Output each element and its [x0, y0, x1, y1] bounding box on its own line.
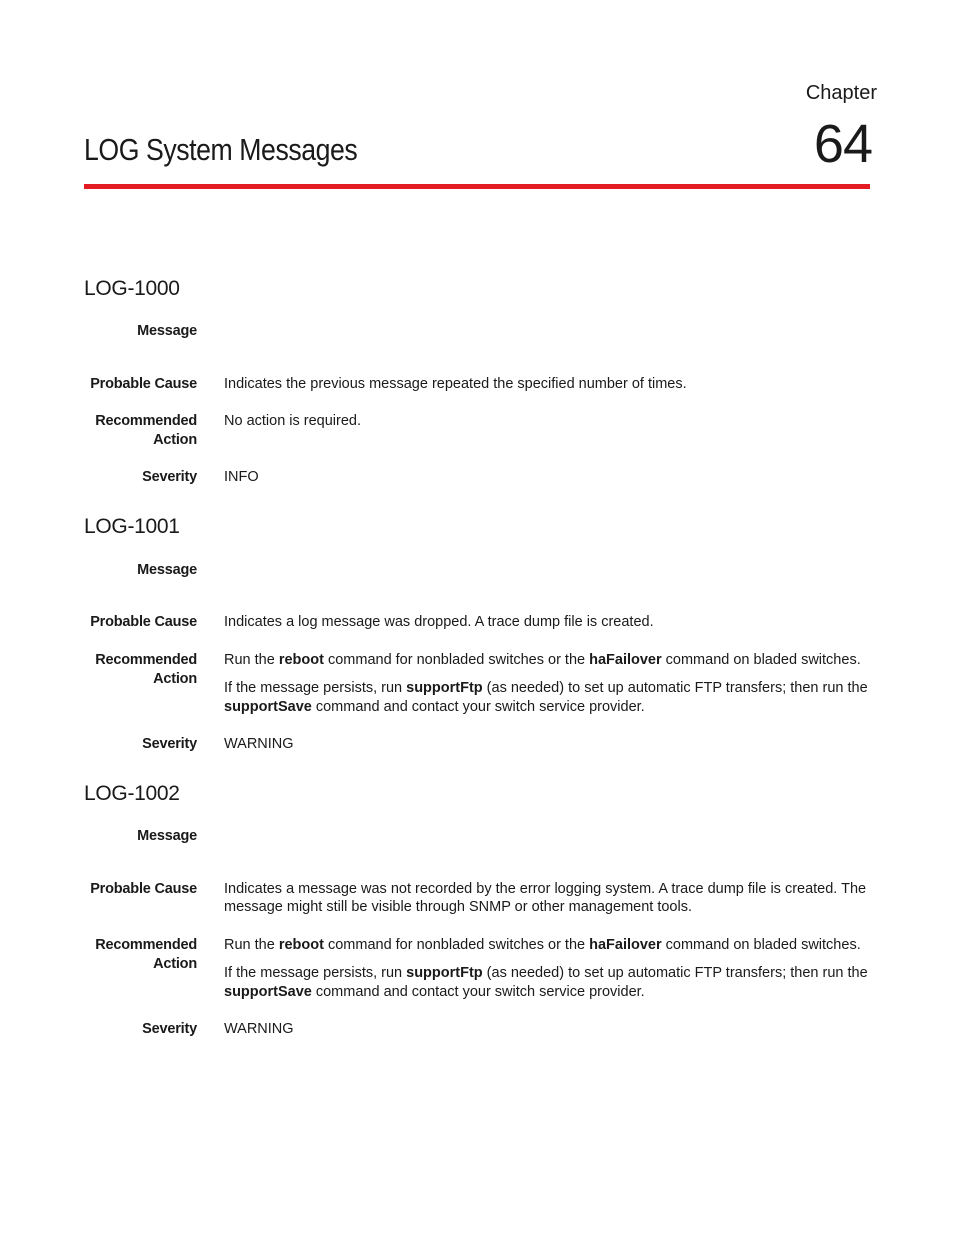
probable-cause-label: Probable Cause	[90, 614, 197, 630]
recommended-action-label	[60, 936, 197, 974]
command-hafailover: haFailover	[589, 652, 662, 668]
severity-value: WARNING	[224, 1021, 294, 1037]
command-supportsave: supportSave	[224, 984, 312, 1000]
recommended-label-line2: Action	[153, 432, 197, 448]
chapter-label: Chapter	[805, 82, 877, 104]
recommended-action-label	[60, 412, 197, 450]
recommended-label-line1: Recommended	[95, 413, 197, 429]
text-run: If the message persists, run	[224, 965, 407, 981]
recommended-label-line1: Recommended	[95, 652, 197, 668]
recommended-label-line2: Action	[153, 956, 197, 972]
text-run: command and contact your switch service provider.	[311, 984, 645, 1000]
text-run: Run the	[224, 652, 279, 668]
message-label: Message	[137, 562, 197, 578]
severity-value: WARNING	[224, 736, 294, 752]
text-run: (as needed) to set up automatic FTP transfers; then run the	[482, 965, 868, 981]
probable-cause-label: Probable Cause	[90, 881, 197, 897]
text-run: command on bladed switches.	[661, 652, 861, 668]
command-supportsave: supportSave	[224, 699, 312, 715]
command-reboot: reboot	[278, 652, 324, 668]
severity-label: Severity	[142, 1021, 197, 1037]
text-run: Run the	[224, 937, 279, 953]
section-heading-log-1002: LOG-1002	[84, 782, 180, 805]
title-divider	[84, 184, 870, 189]
probable-cause-text-line2: message might still be visible through SNMP or other management tools.	[224, 899, 692, 915]
command-hafailover: haFailover	[589, 937, 662, 953]
recommended-label-line2: Action	[153, 671, 197, 687]
recommended-action-text: No action is required.	[224, 413, 362, 429]
text-run: (as needed) to set up automatic FTP transfers; then run the	[482, 680, 868, 696]
probable-cause-text: Indicates the previous message repeated the specified number of times.	[224, 376, 687, 392]
message-label: Message	[137, 828, 197, 844]
severity-value: INFO	[224, 469, 259, 485]
recommended-action-paragraph-2	[224, 964, 874, 1002]
text-run: command and contact your switch service provider.	[311, 699, 645, 715]
severity-label: Severity	[142, 736, 197, 752]
text-run: command for nonbladed switches or the	[323, 937, 590, 953]
page-title: LOG System Messages	[84, 132, 358, 167]
text-run: If the message persists, run	[224, 680, 407, 696]
recommended-action-paragraph-1	[224, 936, 874, 955]
command-reboot: reboot	[278, 937, 324, 953]
recommended-action-paragraph-2	[224, 679, 874, 717]
recommended-action-paragraph-1	[224, 651, 874, 670]
command-supportftp: supportFtp	[406, 680, 483, 696]
severity-label: Severity	[142, 469, 197, 485]
recommended-action-label	[60, 651, 197, 689]
message-label: Message	[137, 323, 197, 339]
text-run: command on bladed switches.	[661, 937, 861, 953]
section-heading-log-1000: LOG-1000	[84, 277, 180, 300]
chapter-number: 64	[813, 114, 872, 174]
text-run: command for nonbladed switches or the	[323, 652, 590, 668]
section-heading-log-1001: LOG-1001	[84, 515, 180, 538]
probable-cause-label: Probable Cause	[90, 376, 197, 392]
recommended-label-line1: Recommended	[95, 937, 197, 953]
probable-cause-text-line1: Indicates a message was not recorded by the error logging system. A trace dump file is created. The	[224, 881, 867, 897]
command-supportftp: supportFtp	[406, 965, 483, 981]
probable-cause-text: Indicates a log message was dropped. A trace dump file is created.	[224, 614, 654, 630]
